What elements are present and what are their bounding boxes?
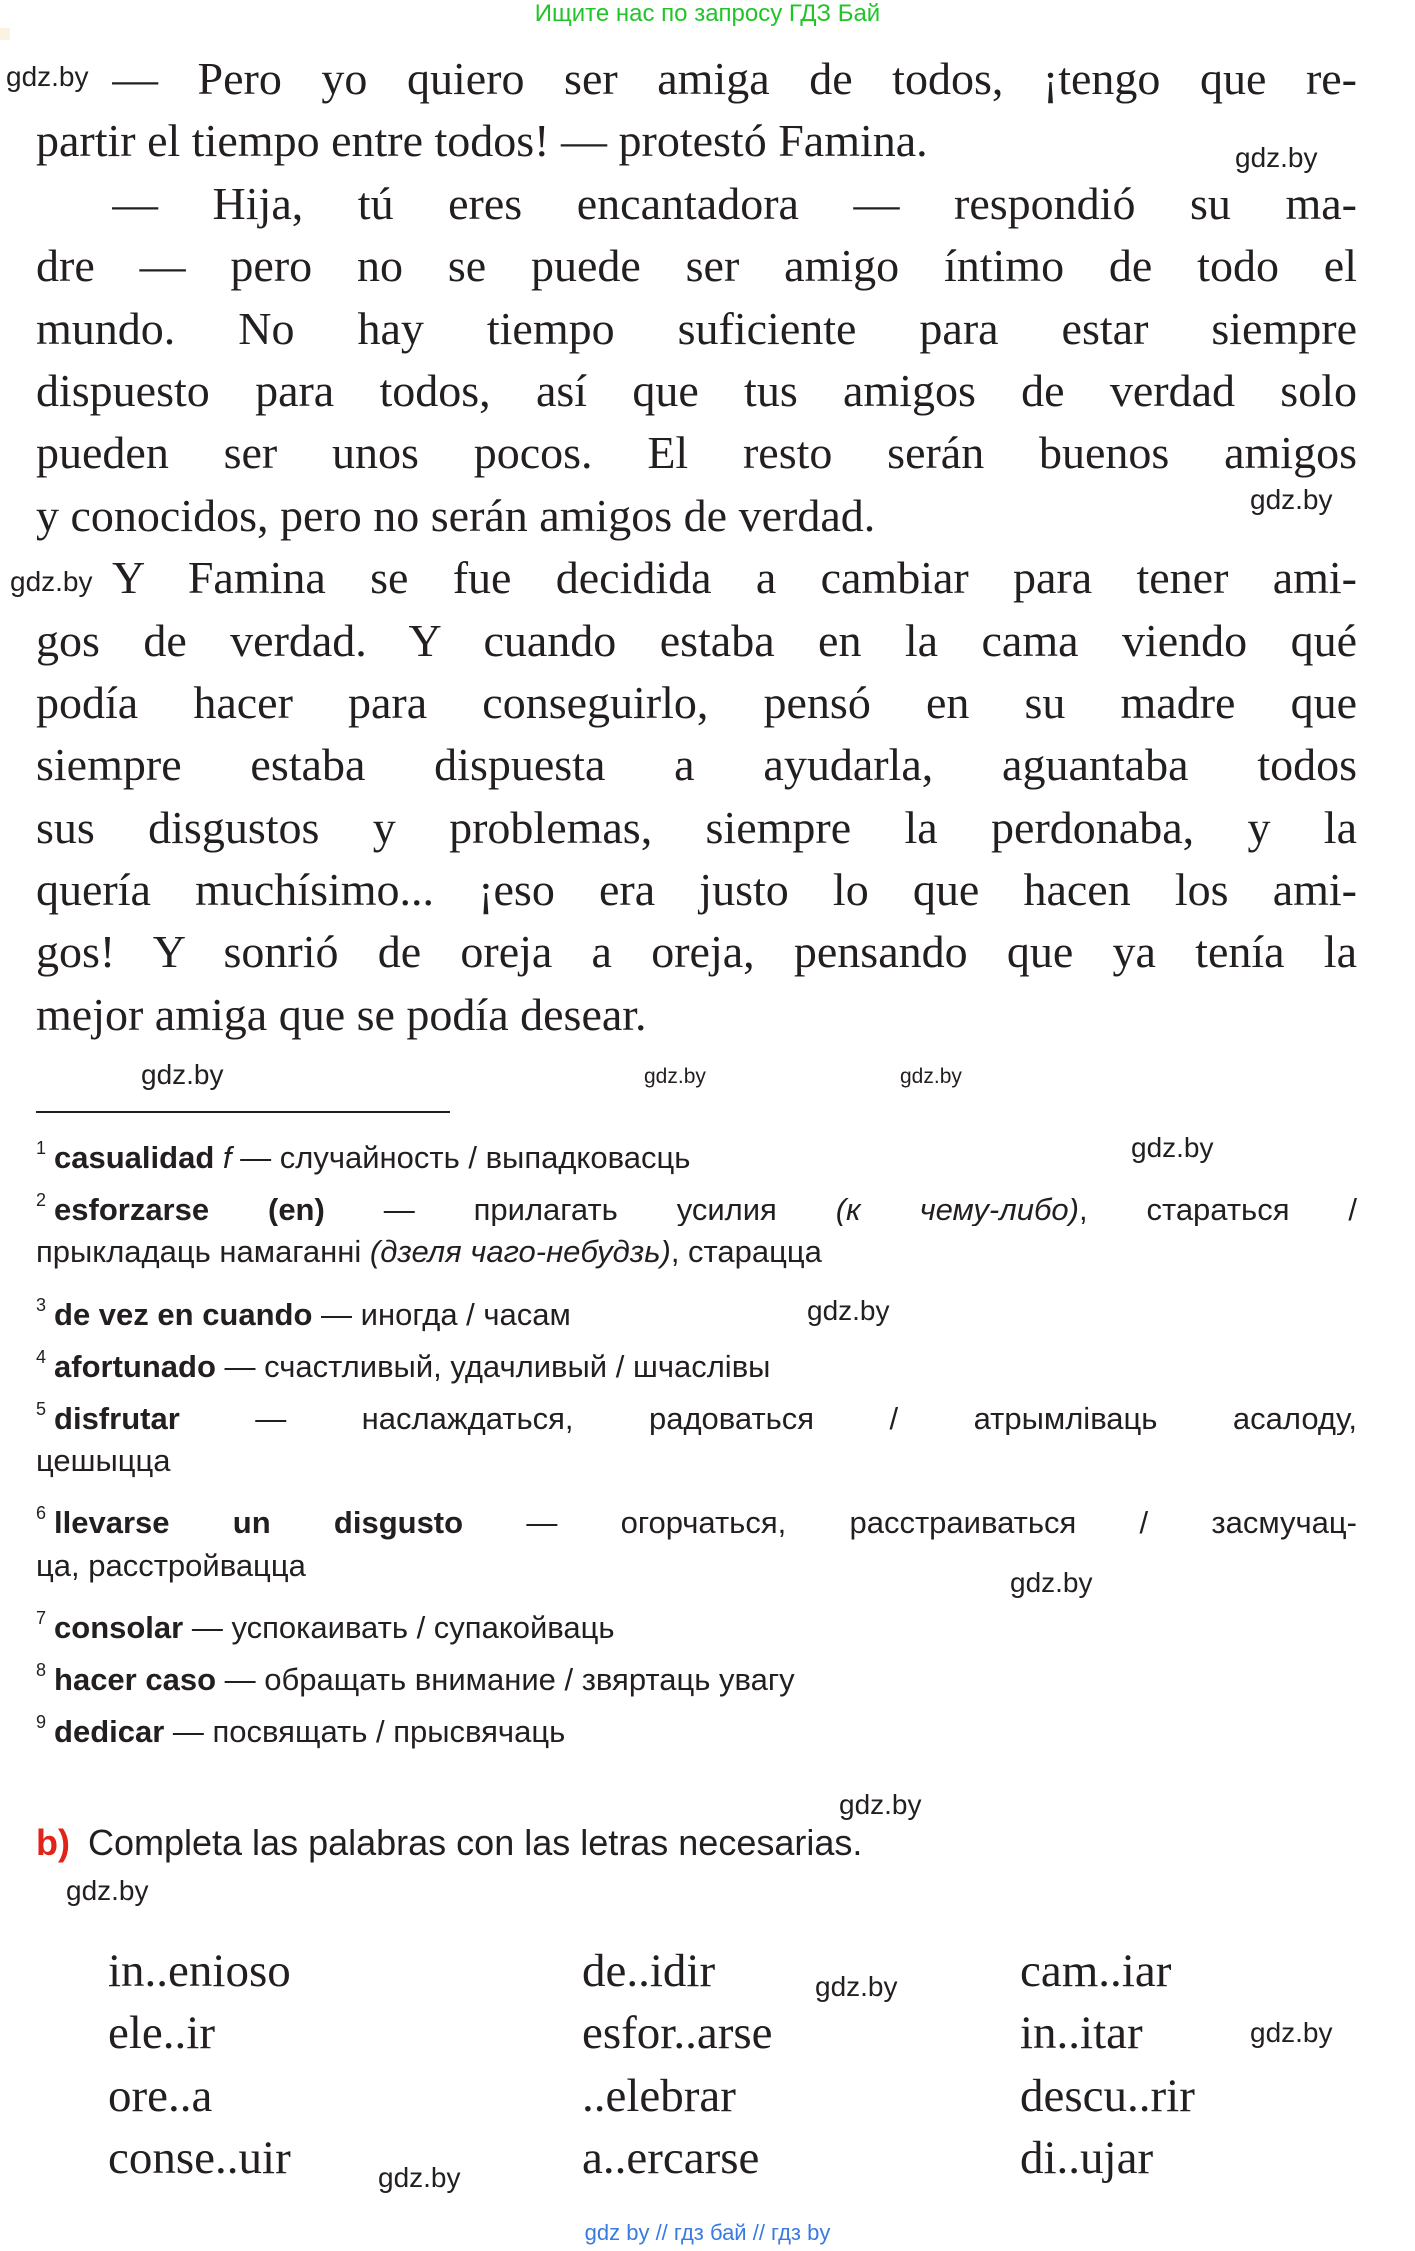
footnote-number: 4	[36, 1346, 47, 1367]
story-line: gos! Y sonrió de oreja a oreja, pensando que ya tenía la	[36, 926, 1357, 978]
story-line: pueden ser unos pocos. El resto serán buenos amigos	[36, 427, 1357, 479]
watermark: gdz.by	[815, 1971, 898, 2002]
footnote-number: 5	[36, 1398, 47, 1419]
footnote-number: 8	[36, 1659, 47, 1680]
footnote-translation: — прилагать усилия	[324, 1192, 836, 1227]
footnote-translation: — случайность / выпадковасць	[231, 1140, 691, 1175]
footnote-number: 2	[36, 1190, 47, 1211]
story-line: sus disgustos y problemas, siempre la perdonaba, y la	[36, 801, 1357, 853]
fill-in-word: descu..rir	[1020, 2070, 1195, 2122]
story-line: Y Famina se fue decidida a cambiar para tener ami-	[112, 552, 1357, 604]
footnote-number: 3	[36, 1294, 47, 1315]
footnote-line	[36, 1644, 795, 1696]
footnote-term: casualidad	[54, 1140, 215, 1175]
watermark: gdz.by	[644, 1065, 706, 1088]
watermark: gdz.by	[1250, 2017, 1333, 2048]
story-line: mejor amiga que se podía desear.	[36, 988, 647, 1040]
footnote-term: consolar	[54, 1609, 184, 1645]
watermark: gdz.by	[839, 1789, 922, 1820]
watermark: gdz.by	[141, 1059, 224, 1090]
watermark: gdz.by	[1131, 1132, 1214, 1163]
story-line: siempre estaba dispuesta a ayudarla, aguantaba todos	[36, 739, 1357, 791]
footnote-term: llevarse un disgusto	[54, 1505, 464, 1540]
story-line: dispuesto para todos, así que tus amigos de verdad solo	[36, 364, 1357, 416]
footnote-number: 6	[36, 1503, 47, 1524]
watermark: gdz.by	[900, 1065, 962, 1088]
fill-in-word: ele..ir	[108, 2007, 215, 2059]
footnote-term: disfrutar	[54, 1400, 180, 1436]
search-banner[interactable]: Ищите нас по запросу ГДЗ Бай	[534, 0, 881, 27]
fill-in-word: de..idir	[582, 1945, 716, 1997]
story-line: partir el tiempo entre todos! — protestó Famina.	[36, 115, 928, 167]
footnote-translation: — иногда / часам	[312, 1296, 571, 1332]
story-line: dre — pero no se puede ser amigo íntimo de todo el	[36, 240, 1357, 292]
footnote-line	[36, 1696, 565, 1748]
footnote-translation: (к чему-либо)	[835, 1192, 1079, 1227]
footnote-translation: прыкладаць намаганні	[36, 1234, 370, 1270]
footer-links[interactable]: gdz by // гдз бай // гдз by	[584, 2220, 831, 2245]
page-corner-decoration	[0, 28, 10, 40]
footnote-line	[36, 1435, 171, 1487]
fill-in-word: ..elebrar	[582, 2070, 736, 2122]
footnotes	[36, 1122, 1357, 1748]
footnote-line	[36, 1540, 306, 1592]
footnote-translation: ца, расстройвацца	[36, 1547, 306, 1583]
footnote-number: 1	[36, 1138, 47, 1158]
story-line: podía hacer para conseguirlo, pensó en su madre que	[36, 676, 1357, 728]
task-b	[36, 1818, 862, 1868]
footnote-number: 9	[36, 1712, 47, 1733]
fill-in-word: esfor..arse	[582, 2007, 773, 2059]
task-instruction: Completa las palabras con las letras necesarias.	[87, 1822, 863, 1863]
footnote-line	[36, 1279, 571, 1331]
story-line: quería muchísimo... ¡eso era justo lo que hacen los ami-	[36, 864, 1357, 916]
watermark: gdz.by	[1235, 142, 1318, 173]
watermark: gdz.by	[1010, 1567, 1093, 1598]
footnote-translation: — обращать внимание / звяртаць увагу	[216, 1661, 795, 1697]
watermark: gdz.by	[1250, 484, 1333, 515]
story-line: — Pero yo quiero ser amiga de todos, ¡tengo que re-	[112, 53, 1357, 104]
footnote-line	[36, 1122, 690, 1174]
footnote-line	[36, 1592, 615, 1644]
story-line: mundo. No hay tiempo suficiente para estar siempre	[36, 302, 1357, 354]
fill-in-word: cam..iar	[1020, 1945, 1172, 1997]
watermark: gdz.by	[378, 2162, 461, 2193]
footnote-line	[36, 1331, 770, 1383]
task-label: b)	[36, 1822, 70, 1863]
footnote-translation: — огорчаться, расстраиваться / засмучац-	[463, 1505, 1357, 1540]
footnote-term: afortunado	[54, 1348, 216, 1384]
footnote-line	[36, 1174, 1357, 1226]
footnote-term: esforzarse (en)	[54, 1192, 325, 1227]
footnote-translation: цешыцца	[36, 1443, 171, 1479]
story-line: gos de verdad. Y cuando estaba en la cama viendo qué	[36, 614, 1357, 666]
fill-in-word: di..ujar	[1020, 2132, 1154, 2184]
fill-in-word: in..itar	[1020, 2007, 1143, 2059]
footnote-term: de vez en cuando	[54, 1296, 313, 1332]
footnote-translation: , старацца	[670, 1234, 822, 1270]
footnote-separator	[36, 1111, 450, 1113]
footnote-number: 7	[36, 1607, 47, 1628]
watermark: gdz.by	[807, 1295, 890, 1326]
footnote-translation: — посвящать / прысвячаць	[164, 1714, 566, 1750]
fill-in-word: ore..a	[108, 2070, 213, 2122]
footnote-translation: , стараться /	[1078, 1192, 1357, 1227]
footnote-translation: f	[214, 1140, 232, 1175]
footnote-line	[36, 1487, 1357, 1539]
watermark: gdz.by	[6, 61, 89, 92]
footnote-line	[36, 1226, 822, 1278]
story-line: y conocidos, pero no serán amigos de verdad.	[36, 489, 876, 541]
fill-in-word: conse..uir	[108, 2132, 291, 2184]
footnote-line	[36, 1383, 1357, 1435]
story-line: — Hija, tú eres encantadora — respondió su ma-	[112, 177, 1357, 229]
footnote-translation: — наслаждаться, радоваться / атрымліваць асалоду,	[179, 1400, 1357, 1436]
story-text	[36, 48, 1357, 1046]
footnote-term: hacer caso	[54, 1661, 217, 1697]
watermark: gdz.by	[66, 1875, 149, 1906]
watermark: gdz.by	[10, 566, 93, 597]
fill-in-word: in..enioso	[108, 1945, 291, 1997]
footnote-translation: (дзеля чаго-небудзь)	[369, 1234, 671, 1270]
footnote-translation: — успокаивать / супакойваць	[183, 1609, 615, 1645]
footnote-translation: — счастливый, удачливый / шчаслівы	[215, 1348, 771, 1384]
footnote-term: dedicar	[54, 1714, 165, 1750]
fill-in-word: a..ercarse	[582, 2132, 760, 2184]
